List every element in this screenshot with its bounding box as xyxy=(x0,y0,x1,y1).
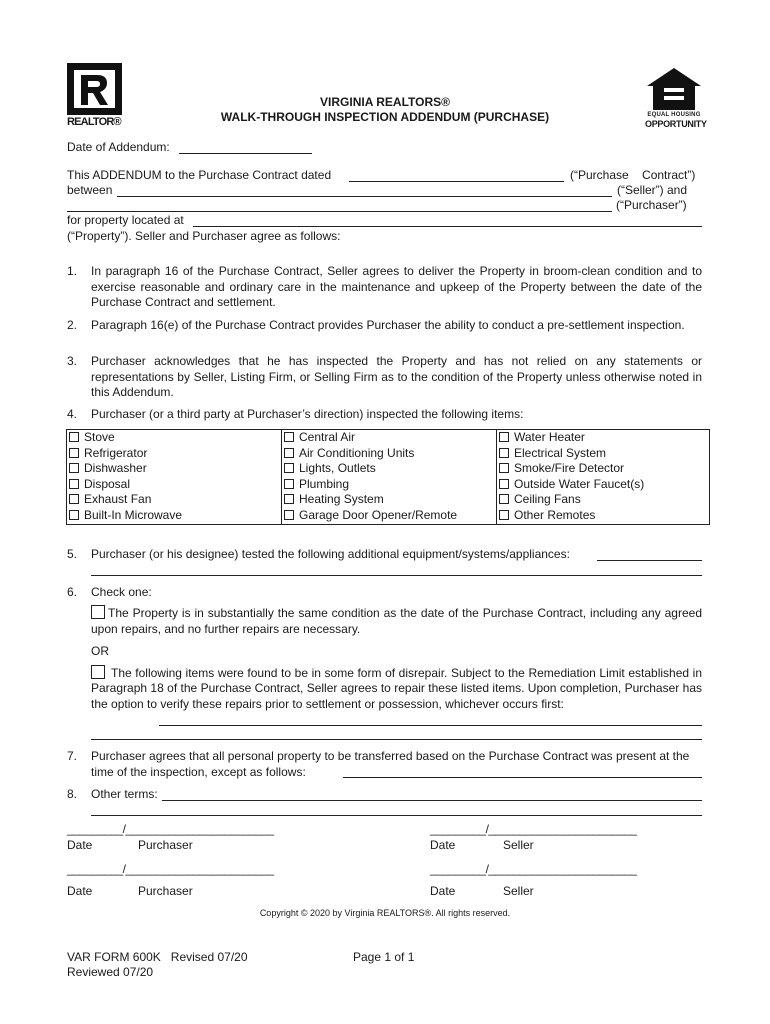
realtor-r-icon xyxy=(67,63,123,115)
option-2-text: The following items were found to be in some form of disrepair. Subject to the Remediation Limit established in Paragraph 18 of the Purchase Contract, Seller agrees to repair these listed items. Upon completion, Purchaser has the option to verify these repairs prior to settlement or possession, whichever occurs first: xyxy=(91,666,702,711)
checkbox[interactable] xyxy=(499,494,509,504)
page-number: Page 1 of 1 xyxy=(353,950,415,964)
seller-1-signature-line[interactable]: _________/________________________ xyxy=(430,822,637,836)
checklist-item[interactable]: Lights, Outlets xyxy=(284,461,496,477)
property-address-field[interactable] xyxy=(193,226,702,227)
item-2-number: 2. xyxy=(67,318,78,332)
date-label: Date xyxy=(67,884,93,898)
property-located-label: for property located at xyxy=(67,213,184,227)
item-8-field-2[interactable] xyxy=(91,815,702,816)
checkbox[interactable] xyxy=(499,432,509,442)
checklist-item[interactable]: Air Conditioning Units xyxy=(284,446,496,462)
checkbox[interactable] xyxy=(284,463,294,473)
purchase-contract-label: (“Purchase Contract”) xyxy=(570,168,696,182)
form-title: VIRGINIA REALTORS® xyxy=(320,95,450,109)
checklist-item[interactable]: Exhaust Fan xyxy=(69,492,281,508)
item-2-text: Paragraph 16(e) of the Purchase Contract provides Purchaser the ability to conduct a pre-settlement inspection. xyxy=(91,318,685,332)
item-5-field-2[interactable] xyxy=(91,575,702,576)
item-6-number: 6. xyxy=(67,585,78,599)
copyright: Copyright © 2020 by Virginia REALTORS®. All rights reserved. xyxy=(259,908,511,918)
item-8-text: Other terms: xyxy=(91,787,158,801)
item-3-text: Purchaser acknowledges that he has inspected the Property and has not relied on any statements or representations by Seller, Listing Firm, or Selling Firm as to the condition of the Property unless otherwise noted in this Addendum. xyxy=(91,354,702,400)
checkbox[interactable] xyxy=(499,479,509,489)
item-4-text: Purchaser (or a third party at Purchaser’s direction) inspected the following items: xyxy=(91,407,524,421)
reviewed-date: Reviewed 07/20 xyxy=(67,965,154,979)
item-5-text: Purchaser (or his designee) tested the following additional equipment/systems/appliances: xyxy=(91,547,570,561)
item-1-number: 1. xyxy=(67,264,78,278)
item-5-field-1[interactable] xyxy=(597,560,702,561)
checkbox[interactable] xyxy=(69,479,79,489)
checkbox[interactable] xyxy=(69,448,79,458)
checkbox[interactable] xyxy=(69,510,79,520)
property-agree-text: (“Property”). Seller and Purchaser agree as follows: xyxy=(67,229,341,243)
inspection-checklist xyxy=(66,429,710,525)
option-2-field-2[interactable] xyxy=(91,739,702,740)
option-2-field-1[interactable] xyxy=(159,725,702,726)
checklist-column-1 xyxy=(67,430,282,525)
date-of-addendum-field[interactable] xyxy=(179,153,312,154)
checklist-column-3 xyxy=(497,430,710,525)
equal-housing-line2: OPPORTUNITY xyxy=(645,119,707,129)
checklist-item[interactable]: Stove xyxy=(69,430,281,446)
checkbox[interactable] xyxy=(284,448,294,458)
checklist-item[interactable]: Garage Door Opener/Remote xyxy=(284,508,496,524)
item-5-number: 5. xyxy=(67,547,78,561)
item-4-number: 4. xyxy=(67,407,78,421)
seller-label: Seller xyxy=(503,884,534,898)
seller-name-field[interactable] xyxy=(117,196,612,197)
checklist-item[interactable]: Outside Water Faucet(s) xyxy=(499,477,709,493)
seller-label: (“Seller”) and xyxy=(617,183,688,197)
item-7-text: Purchaser agrees that all personal property to be transferred based on the Purchase Contract was present at the time of the inspection, except as follows: xyxy=(91,749,690,779)
checkbox[interactable] xyxy=(499,463,509,473)
checkbox[interactable] xyxy=(284,510,294,520)
checklist-item[interactable]: Heating System xyxy=(284,492,496,508)
seller-label: Seller xyxy=(503,838,534,852)
checklist-item[interactable]: Central Air xyxy=(284,430,496,446)
item-8-field-1[interactable] xyxy=(162,800,702,801)
checklist-column-2 xyxy=(282,430,497,525)
between-label: between xyxy=(67,183,113,197)
checklist-item[interactable]: Built-In Microwave xyxy=(69,508,281,524)
checklist-item[interactable]: Disposal xyxy=(69,477,281,493)
seller-2-signature-line[interactable]: _________/________________________ xyxy=(430,862,637,876)
checkbox[interactable] xyxy=(69,432,79,442)
checklist-item[interactable]: Dishwasher xyxy=(69,461,281,477)
checklist-item[interactable]: Plumbing xyxy=(284,477,496,493)
checklist-item[interactable]: Ceiling Fans xyxy=(499,492,709,508)
item-6-text: Check one: xyxy=(91,585,152,599)
realtor-logo-text: REALTOR® xyxy=(67,116,121,128)
date-label: Date xyxy=(67,838,93,852)
addendum-intro-text: This ADDENDUM to the Purchase Contract dated xyxy=(67,168,332,182)
purchaser-1-signature-line[interactable]: _________/________________________ xyxy=(67,822,274,836)
checkbox[interactable] xyxy=(284,479,294,489)
checkbox[interactable] xyxy=(499,448,509,458)
checkbox[interactable] xyxy=(284,432,294,442)
purchaser-label: (“Purchaser”) xyxy=(616,198,687,212)
checkbox[interactable] xyxy=(284,494,294,504)
house-icon xyxy=(645,66,703,112)
purchaser-label: Purchaser xyxy=(138,884,193,898)
date-label: Date xyxy=(430,884,456,898)
checklist-item[interactable]: Electrical System xyxy=(499,446,709,462)
realtor-logo xyxy=(67,63,123,129)
checklist-item[interactable]: Water Heater xyxy=(499,430,709,446)
purchaser-label: Purchaser xyxy=(138,838,193,852)
item-8-number: 8. xyxy=(67,787,78,801)
checkbox[interactable] xyxy=(69,463,79,473)
checklist-item[interactable]: Other Remotes xyxy=(499,508,709,524)
purchaser-2-signature-line[interactable]: _________/________________________ xyxy=(67,862,274,876)
equal-housing-line1: EQUAL HOUSING xyxy=(647,112,701,118)
date-of-addendum-label: Date of Addendum: xyxy=(67,140,170,154)
checkbox[interactable] xyxy=(499,510,509,520)
checklist-item[interactable]: Refrigerator xyxy=(69,446,281,462)
option-1-text: The Property is in substantially the same condition as the date of the Purchase Contract, including any agreed upon repairs, and no further repairs are necessary. xyxy=(91,606,702,636)
item-7-number: 7. xyxy=(67,749,78,763)
form-subtitle: WALK-THROUGH INSPECTION ADDENDUM (PURCHASE) xyxy=(220,110,550,124)
date-label: Date xyxy=(430,838,456,852)
contract-date-field[interactable] xyxy=(349,181,564,182)
checklist-item[interactable]: Smoke/Fire Detector xyxy=(499,461,709,477)
item-7-field[interactable] xyxy=(343,777,702,778)
or-label: OR xyxy=(91,644,109,658)
item-1-text: In paragraph 16 of the Purchase Contract, Seller agrees to deliver the Property in broom-clean condition and to exercise reasonable and ordinary care in the maintenance and upkeep of the Property between the date of the Purchase Contract and settlement. xyxy=(91,264,702,310)
equal-housing-logo xyxy=(645,66,707,130)
item-3-number: 3. xyxy=(67,354,78,368)
form-number: VAR FORM 600K Revised 07/20 xyxy=(67,950,248,964)
purchaser-name-field[interactable] xyxy=(67,211,612,212)
checkbox[interactable] xyxy=(69,494,79,504)
